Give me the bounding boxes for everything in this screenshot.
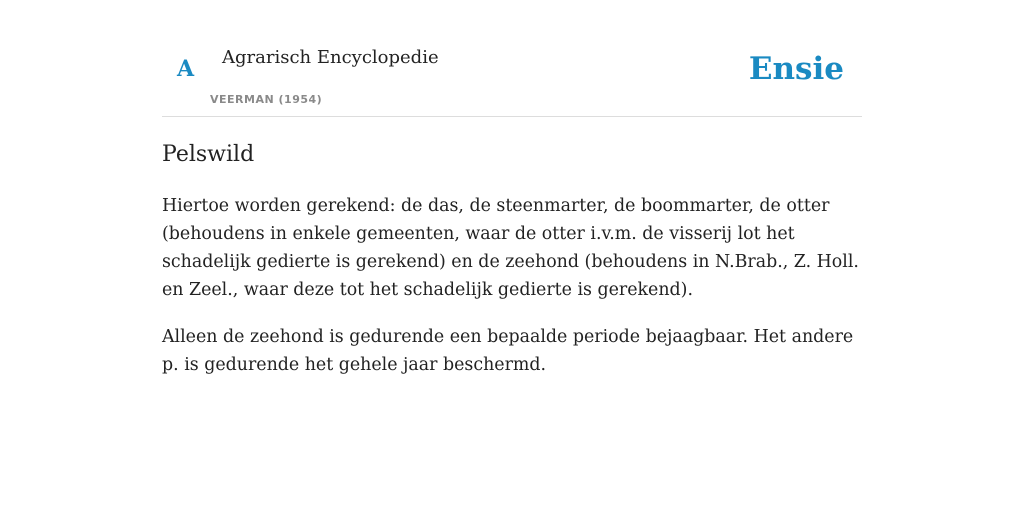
ensie-logo-link[interactable]: Ensie — [748, 51, 844, 87]
article-body — [162, 192, 862, 398]
encyclopedia-header — [162, 0, 862, 117]
article-paragraph: Alleen de zeehond is gedurende een bepaalde periode bejaagbaar. Het andere p. is gedurende het gehele jaar beschermd. — [162, 327, 854, 375]
article-title: Pelswild — [162, 142, 255, 167]
article-paragraph: Hiertoe worden gerekend: de das, de steenmarter, de boommarter, de otter (behoudens in enkele gemeenten, waar de otter i.v.m. de visserij lot het schadelijk gedierte is gerekend) en de zeehond (behoudens in N.Brab., Z. Holl. en Zeel., waar deze tot het schadelijk gedierte is gerekend). — [162, 196, 859, 300]
encyclopedia-author: VEERMAN (1954) — [210, 93, 323, 106]
encyclopedia-logo-letter[interactable]: A — [177, 56, 195, 82]
encyclopedia-title-link[interactable]: Agrarisch Encyclopedie — [222, 47, 439, 68]
